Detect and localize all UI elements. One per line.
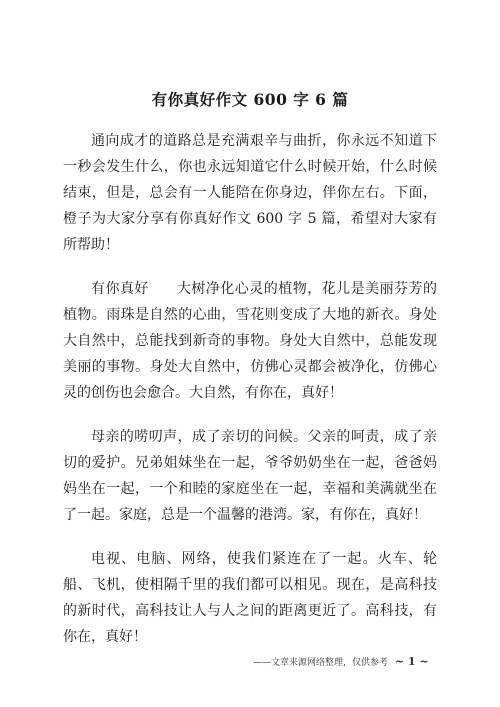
- paragraph-text: 母亲的唠叨声，成了亲切的问候。父亲的呵责，成了亲切的爱护。兄弟姐妹坐在一起，爷爷奶奶坐在一起，爸爸妈妈坐在一起，一个和睦的家庭坐在一起，幸福和美满就坐在了一起。家庭，总是一个温馨的港湾。家，有你在，真好！: [63, 429, 437, 523]
- document-title: 有你真好作文 600 字 6 篇: [151, 90, 349, 109]
- paragraph-family: [63, 424, 437, 528]
- paragraph-technology: [63, 546, 437, 650]
- paragraph-text: 大树净化心灵的植物，花儿是美丽芬芳的植物。雨珠是自然的心曲，雪花则变成了大地的新衣。身处大自然中，总能找到新奇的事物。身处大自然中，总能发现美丽的事物。身处大自然中，仿佛心灵都会被净化，仿佛心灵的创伤也会愈合。大自然，有你在，真好！: [63, 281, 438, 401]
- paragraph-text: 通向成才的道路总是充满艰辛与曲折，你永远不知道下一秒会发生什么，你也永远知道它什么时候开始，什么时候结束，但是，总会有一人能陪在你身边，伴你左右。下面，橙子为大家分享有你真好作文 600 字 5 篇，希望对大家有所帮助！: [63, 133, 437, 253]
- document-body: [63, 128, 437, 668]
- section-heading: 有你真好: [91, 281, 149, 297]
- footer-source-note: ——文章来源网络整理，仅供参考: [253, 658, 389, 668]
- page-number: ~ 1 ~: [394, 655, 429, 668]
- page-footer: [253, 655, 429, 668]
- paragraph-nature: [63, 276, 437, 406]
- paragraph-text: 电视、电脑、网络，使我们紧连在了一起。火车、轮船、飞机，使相隔千里的我们都可以相见。现在，是高科技的新时代，高科技让人与人之间的距离更近了。高科技，有你在，真好！: [63, 551, 437, 645]
- paragraph-intro: [63, 128, 437, 258]
